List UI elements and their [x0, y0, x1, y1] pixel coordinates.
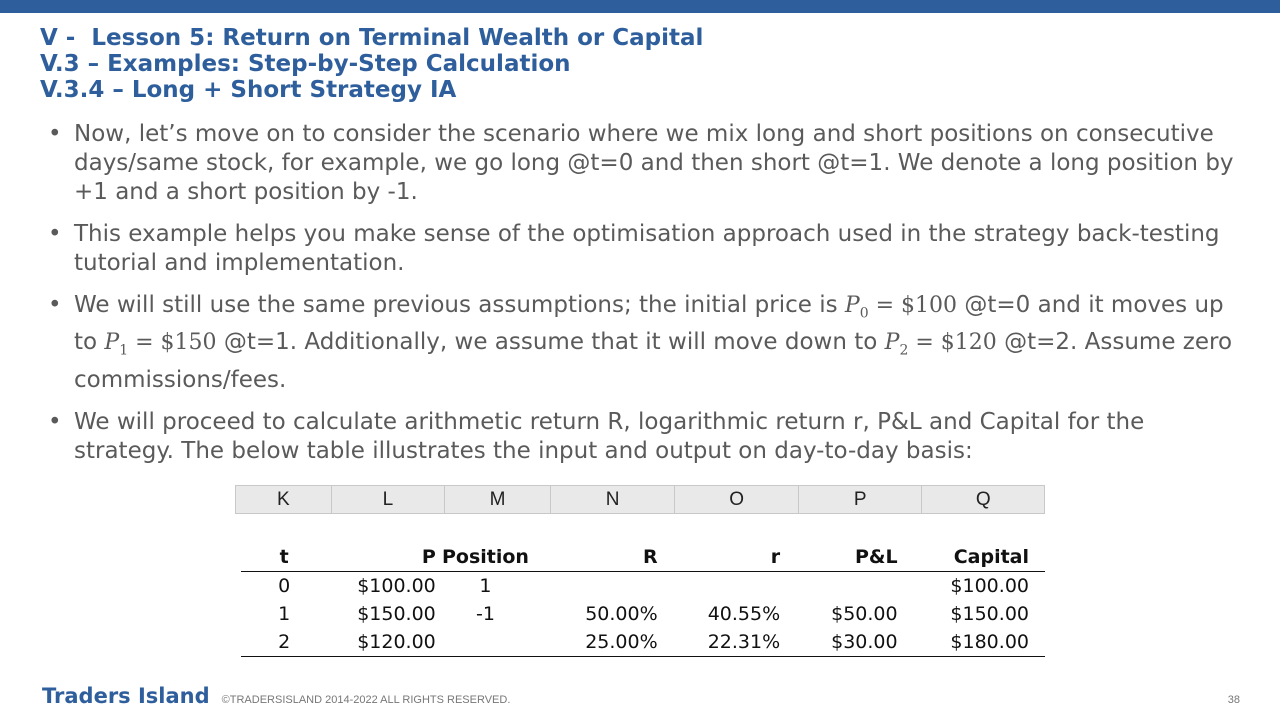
- header-arith-return: R: [535, 543, 658, 572]
- header-pnl: P&L: [780, 543, 897, 572]
- top-accent-bar: [0, 0, 1280, 13]
- brand-logo-text: Traders Island: [42, 684, 210, 708]
- bullet-dot-icon: •: [48, 292, 62, 318]
- bullet-dot-icon: •: [48, 408, 62, 435]
- bullet-list: [48, 120, 1238, 479]
- lesson-title: V - Lesson 5: Return on Terminal Wealth or Capital: [40, 25, 704, 51]
- footer: [42, 684, 510, 708]
- column-letter-m: M: [445, 486, 551, 513]
- column-letter-n: N: [551, 486, 676, 513]
- slide-title-block: [40, 25, 703, 103]
- header-t: t: [241, 543, 327, 572]
- strategy-results-table: [241, 543, 1045, 657]
- column-letter-k: K: [236, 486, 332, 513]
- table-row: 2 $120.00 25.00% 22.31% $30.00 $180.00: [241, 628, 1045, 657]
- header-capital: Capital: [898, 543, 1045, 572]
- column-letter-q: Q: [922, 486, 1045, 513]
- price-p1: $P_1$: [104, 330, 129, 359]
- table-row: 1 $150.00 -1 50.00% 40.55% $50.00 $150.00: [278, 603, 1029, 625]
- page-number: 38: [1227, 694, 1240, 706]
- bullet-dot-icon: •: [48, 221, 62, 247]
- column-letter-p: P: [799, 486, 923, 513]
- bullet-calculation: • We will proceed to calculate arithmetic return R, logarithmic return r, P&L and Capital for the strategy. The below table illustrates the input and output on day-to-day basis:: [48, 408, 1145, 464]
- header-position: Position: [436, 543, 535, 572]
- bullet-optimisation: • This example helps you make sense of the optimisation approach used in the strategy back-testing tutorial and implementation.: [48, 221, 1220, 276]
- spreadsheet-column-header-row: [235, 485, 1045, 514]
- subsection-title: V.3.4 – Long + Short Strategy IA: [40, 77, 457, 103]
- bullet-long-short-scenario: • Now, let’s move on to consider the scenario where we mix long and short positions on consecutive days/same stock, for example, we go long @t=0 and then short @t=1. We denote a long position by +1 and a short position by -1.: [48, 121, 1234, 205]
- copyright-notice: ©TRADERSISLAND 2014-2022 ALL RIGHTS RESERVED.: [221, 694, 511, 706]
- header-price: P: [327, 543, 436, 572]
- table-header-row: [241, 543, 1045, 572]
- price-p0: $P_0$: [844, 293, 869, 322]
- header-log-return: r: [658, 543, 781, 572]
- column-letter-l: L: [332, 486, 446, 513]
- bullet-dot-icon: •: [48, 121, 62, 147]
- bullet-assumptions: • We will still use the same previous assumptions; the initial price is $P_0$ = $100 @t=0 and it moves up to $P_1$ = $150 @t=1. Additionally, we assume that it will move down to $P_2$ = $120 @t=2. Assume zero commissions/fees.: [48, 292, 1233, 393]
- table-row: 0 $100.00 1 $100.00: [278, 575, 1029, 597]
- column-letter-o: O: [675, 486, 799, 513]
- section-title: V.3 – Examples: Step-by-Step Calculation: [40, 51, 571, 77]
- price-p2: $P_2$: [884, 330, 909, 359]
